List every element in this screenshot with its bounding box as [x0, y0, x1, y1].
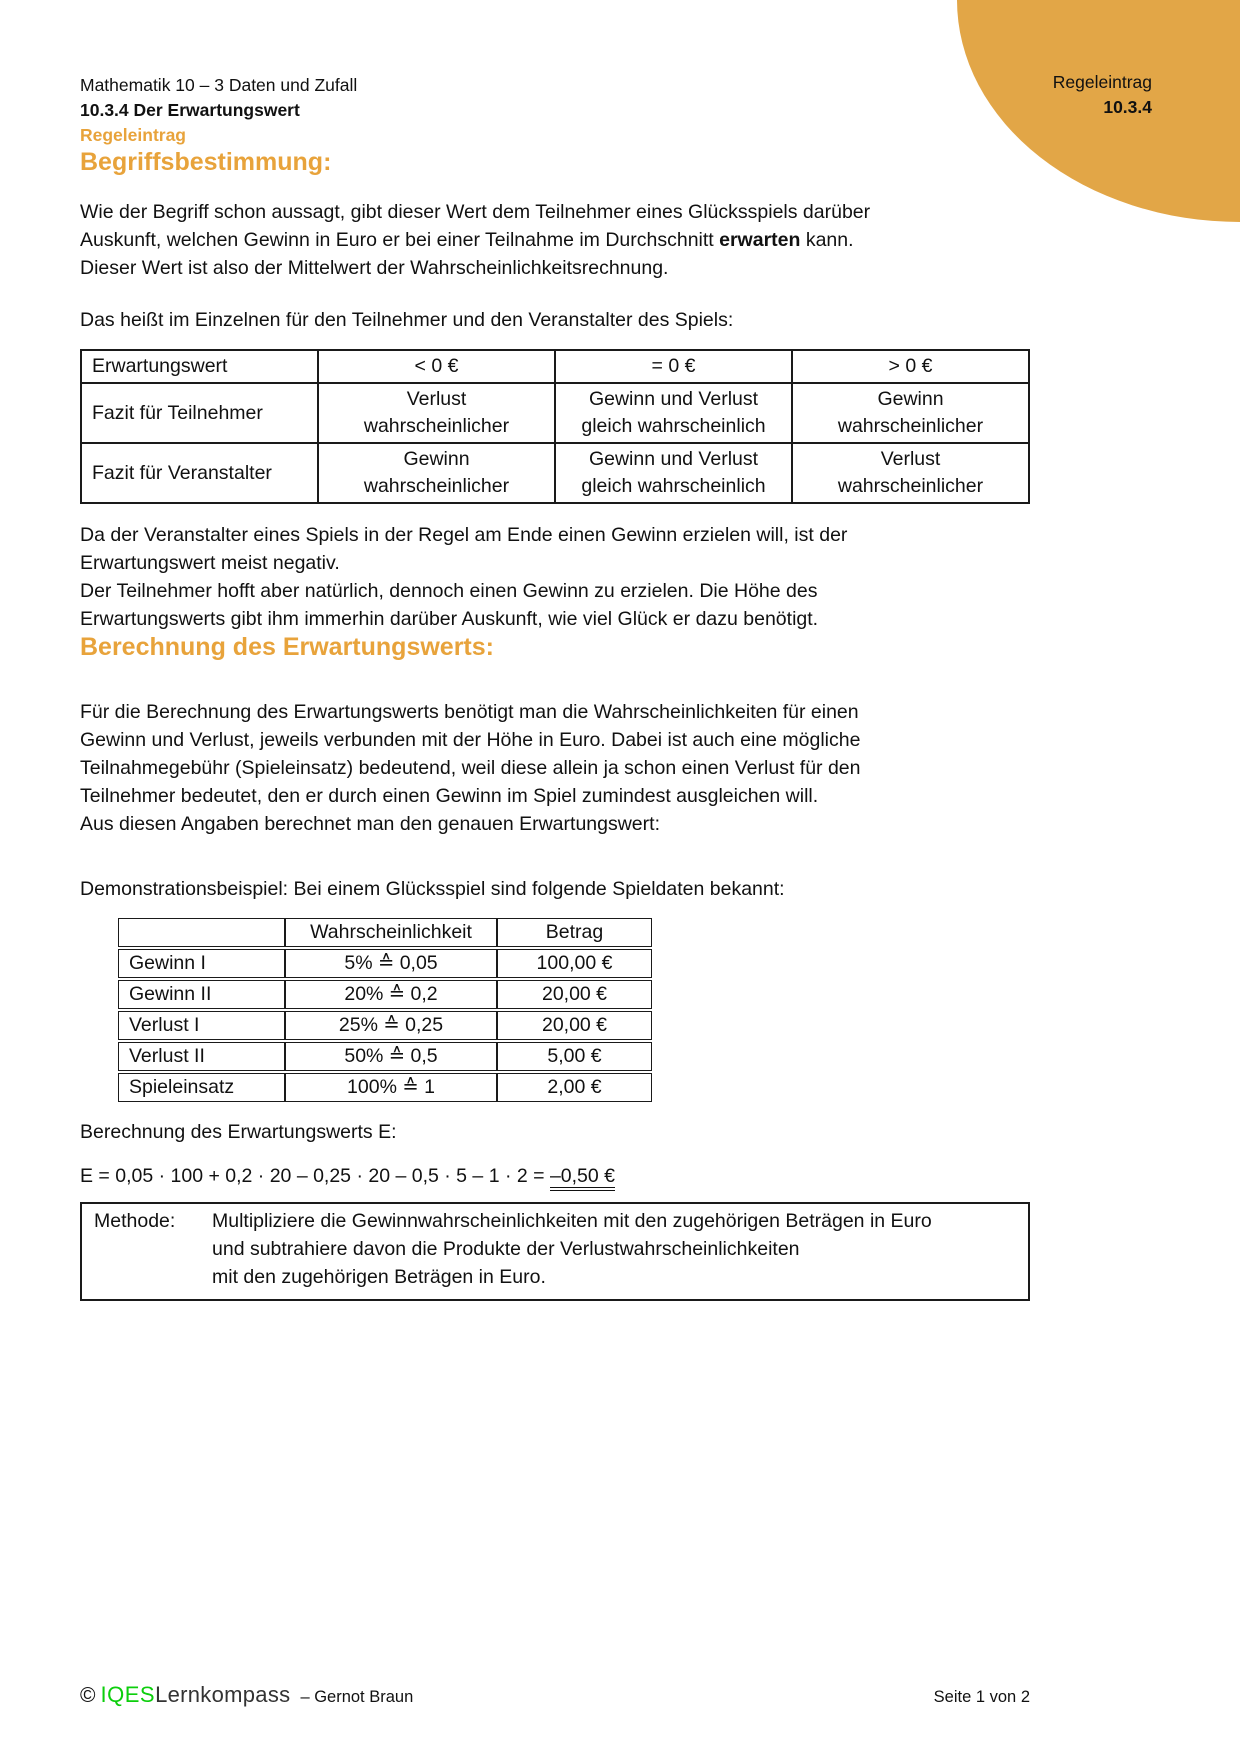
table-cell: Erwartungswert — [81, 350, 318, 383]
paragraph-demo-intro: Demonstrationsbeispiel: Bei einem Glücksspiel sind folgende Spieldaten bekannt: — [80, 878, 785, 900]
table-cell — [318, 443, 555, 503]
table-cell: 50% ≙ 0,5 — [285, 1042, 497, 1071]
table-cell: Gewinn I — [118, 949, 285, 978]
table-cell: 5% ≙ 0,05 — [285, 949, 497, 978]
cell-line: wahrscheinlicher — [837, 415, 984, 437]
section-title-begriffsbestimmung: Begriffsbestimmung: — [80, 148, 332, 176]
paragraph-line: Erwartungswert meist negativ. — [80, 552, 340, 574]
cell-line: Verlust — [406, 388, 467, 410]
table-row-veranstalter — [81, 443, 1029, 503]
iqes-lernkompass-logo — [80, 1682, 413, 1708]
table-row-verlust-2 — [118, 1042, 652, 1071]
table-cell: 20% ≙ 0,2 — [285, 980, 497, 1009]
table-cell: Gewinn II — [118, 980, 285, 1009]
paragraph-calc-label: Berechnung des Erwartungswerts E: — [80, 1121, 397, 1143]
table-row-gewinn-2 — [118, 980, 652, 1009]
text-run: Auskunft, welchen Gewinn in Euro er bei einer Teilnahme im Durchschnitt — [80, 229, 720, 251]
paragraph-line: Aus diesen Angaben berechnet man den genauen Erwartungswert: — [80, 813, 660, 835]
cell-line: Verlust — [880, 448, 941, 470]
cell-line: wahrscheinlicher — [837, 475, 984, 497]
document-header — [80, 73, 1030, 148]
methode-text — [212, 1207, 932, 1291]
methode-line: Multipliziere die Gewinnwahrscheinlichkeiten mit den zugehörigen Beträgen in Euro — [212, 1210, 932, 1232]
paragraph-calculation-intro — [80, 698, 1030, 838]
paragraph-line: Für die Berechnung des Erwartungswerts benötigt man die Wahrscheinlichkeiten für einen — [80, 701, 859, 723]
table-cell: 5,00 € — [497, 1042, 652, 1071]
table-cell: 20,00 € — [497, 1011, 652, 1040]
corner-badge-number: 10.3.4 — [1103, 97, 1152, 117]
cell-line: Gewinn und Verlust — [588, 388, 759, 410]
paragraph-line: Teilnehmer bedeutet, den er durch einen Gewinn im Spiel zumindest ausgleichen will. — [80, 785, 819, 807]
table-cell — [792, 383, 1029, 443]
table-cell: 100% ≙ 1 — [285, 1073, 497, 1102]
game-data-table — [118, 916, 652, 1104]
paragraph-line: Erwartungswerts gibt ihm immerhin darüber Auskunft, wie viel Glück er dazu benötigt. — [80, 608, 819, 630]
table-row-teilnehmer — [81, 383, 1029, 443]
methode-label: Methode: — [94, 1210, 176, 1232]
bold-word-erwarten: erwarten — [719, 229, 801, 251]
author-name: – Gernot Braun — [300, 1688, 414, 1706]
cell-line: Gewinn — [877, 388, 944, 410]
methode-line: mit den zugehörigen Beträgen in Euro. — [212, 1266, 546, 1288]
page-number: Seite 1 von 2 — [933, 1688, 1030, 1706]
paragraph-line: Der Teilnehmer hofft aber natürlich, dennoch einen Gewinn zu erzielen. Die Höhe des — [80, 580, 818, 602]
table-row-header — [118, 918, 652, 947]
paragraph-line: Dieser Wert ist also der Mittelwert der Wahrscheinlichkeitsrechnung. — [80, 257, 669, 279]
cell-line: gleich wahrscheinlich — [581, 475, 766, 497]
paragraph-line: Da der Veranstalter eines Spiels in der Regel am Ende einen Gewinn erzielen will, ist der — [80, 524, 848, 546]
table-cell: Wahrscheinlichkeit — [285, 918, 497, 947]
table-row-verlust-1 — [118, 1011, 652, 1040]
paragraph-definition — [80, 198, 1030, 282]
table-cell: < 0 € — [318, 350, 555, 383]
table-row-spieleinsatz — [118, 1073, 652, 1102]
table-cell: 25% ≙ 0,25 — [285, 1011, 497, 1040]
cell-line: Gewinn und Verlust — [588, 448, 759, 470]
table-cell: Verlust II — [118, 1042, 285, 1071]
table-cell: Spieleinsatz — [118, 1073, 285, 1102]
text-run: kann. — [800, 229, 854, 251]
paragraph-line: Teilnahmegebühr (Spieleinsatz) bedeutend, weil diese allein ja schon einen Verlust für den — [80, 757, 861, 779]
paragraph-conclusion — [80, 521, 1030, 633]
table-cell: 2,00 € — [497, 1073, 652, 1102]
table-cell: Fazit für Veranstalter — [81, 443, 318, 503]
table-cell: Fazit für Teilnehmer — [81, 383, 318, 443]
table-cell — [792, 443, 1029, 503]
table-cell — [318, 383, 555, 443]
paragraph-line — [80, 226, 1030, 254]
table-cell: 100,00 € — [497, 949, 652, 978]
methode-box — [80, 1202, 1030, 1301]
cell-line: wahrscheinlicher — [363, 475, 510, 497]
formula-expression: E = 0,05 · 100 + 0,2 · 20 – 0,25 · 20 – 0,5 · 5 – 1 · 2 = — [80, 1165, 550, 1187]
copyright-icon: © — [80, 1684, 96, 1707]
page-footer — [80, 1682, 1030, 1708]
paragraph-table-intro: Das heißt im Einzelnen für den Teilnehmer und den Veranstalter des Spiels: — [80, 309, 734, 331]
table-cell: Verlust I — [118, 1011, 285, 1040]
formula-result: –0,50 € — [550, 1165, 615, 1191]
logo-iqes-text: IQES — [100, 1682, 156, 1707]
expectation-table — [80, 349, 1030, 504]
table-row-header — [81, 350, 1029, 383]
logo-lernkompass-text: Lernkompass — [155, 1682, 291, 1707]
table-cell — [555, 383, 792, 443]
paragraph-line: Wie der Begriff schon aussagt, gibt dieser Wert dem Teilnehmer eines Glücksspiels darüber — [80, 201, 871, 223]
expected-value-formula — [80, 1162, 1030, 1190]
header-course-line: Mathematik 10 – 3 Daten und Zufall — [80, 75, 358, 95]
cell-line: gleich wahrscheinlich — [581, 415, 766, 437]
paragraph-line: Gewinn und Verlust, jeweils verbunden mit der Höhe in Euro. Dabei ist auch eine mögliche — [80, 729, 861, 751]
table-cell — [555, 443, 792, 503]
table-cell: = 0 € — [555, 350, 792, 383]
methode-line: und subtrahiere davon die Produkte der Verlustwahrscheinlichkeiten — [212, 1238, 800, 1260]
table-cell: > 0 € — [792, 350, 1029, 383]
table-row-gewinn-1 — [118, 949, 652, 978]
table-cell: Betrag — [497, 918, 652, 947]
corner-badge-label: Regeleintrag — [1052, 72, 1152, 92]
cell-line: wahrscheinlicher — [363, 415, 510, 437]
header-topic-line: 10.3.4 Der Erwartungswert — [80, 100, 300, 120]
header-doctype-line: Regeleintrag — [80, 125, 186, 145]
cell-line: Gewinn — [403, 448, 470, 470]
table-cell — [118, 918, 285, 947]
section-title-berechnung: Berechnung des Erwartungswerts: — [80, 633, 494, 661]
table-cell: 20,00 € — [497, 980, 652, 1009]
